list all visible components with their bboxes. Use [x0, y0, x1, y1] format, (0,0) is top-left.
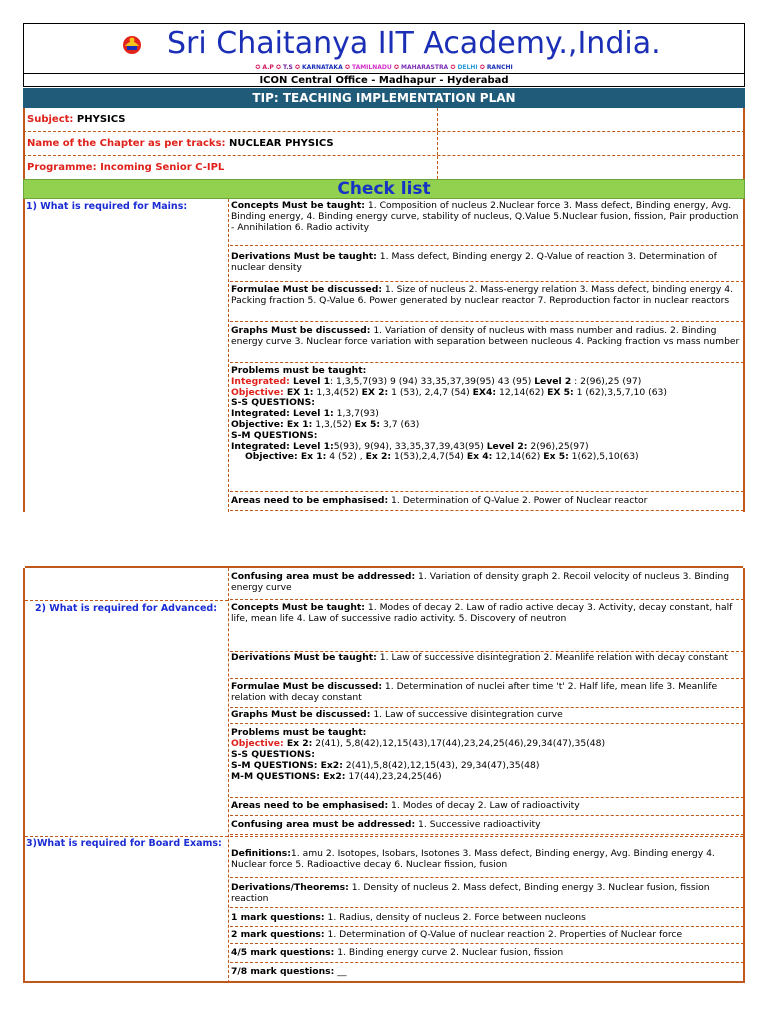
bottom-border [25, 981, 743, 983]
text: 1,3,4(52) [313, 386, 362, 398]
column-divider [437, 108, 438, 131]
text: 4 (52) , [326, 451, 366, 463]
advanced-graphs [230, 709, 744, 724]
bullet-icon: ✪ [479, 64, 485, 71]
mains-section [23, 199, 745, 512]
advanced-title: 2) What is required for Advanced: [35, 603, 218, 614]
text: 1. Law of successive disintegration 2. Meanlife relation with decay constant [376, 652, 728, 663]
text: 1 (53), 2,4,7 (54) [388, 386, 473, 398]
text: 3,7 (63) [380, 418, 420, 430]
text: 1. Size of nucleus 2. Mass-energy relation 3. Mass defect, binding energy 4. Packing fraction 5. Q-Value 6. Power generated by nuclear reactor 7. Reproduction factor in nuclear reactors [231, 284, 734, 306]
office-address: ICON Central Office - Madhapur - Hyderabad [24, 73, 744, 87]
column-divider [437, 156, 438, 179]
academy-logo-icon [121, 33, 143, 55]
states-list [24, 64, 744, 71]
subject-cell [27, 108, 125, 131]
board-1-mark [230, 910, 744, 927]
column-divider [437, 132, 438, 155]
row-divider [25, 836, 743, 837]
ex-label: EX 1: [283, 386, 314, 398]
label: Concepts Must be taught: [231, 602, 365, 613]
bullet-icon: ✪ [393, 64, 399, 71]
text: 1. Mass defect, Binding energy 2. Q-Value of reaction 3. Determination of nuclear density [231, 251, 717, 273]
ex-label: Ex 2: [283, 738, 313, 749]
label: Derivations/Theorems: [231, 882, 349, 893]
row-divider [25, 600, 228, 601]
label: Derivations Must be taught: [231, 251, 377, 262]
continued-section [23, 568, 745, 983]
integrated-label: Integrated: [231, 375, 290, 387]
state-delhi: DELHI [457, 64, 478, 71]
label: 2 mark questions: [231, 929, 325, 940]
board-7-8-mark [230, 964, 744, 981]
text: 1. Density of nucleus 2. Mass defect, Binding energy 3. Nuclear fusion, fission reaction [231, 882, 710, 904]
text: 1. Radius, density of nucleus 2. Force between nucleons [324, 912, 586, 923]
advanced-problems [230, 727, 744, 798]
mains-problems [230, 366, 744, 492]
state-karnataka: KARNATAKA [302, 64, 343, 71]
state-ap: A.P [262, 64, 274, 71]
label: Graphs Must be discussed: [231, 709, 371, 720]
text: 5(93), 9(94), 33,35,37,39,43(95) [333, 440, 487, 452]
label: Ex 5: [354, 418, 381, 430]
advanced-concepts [230, 602, 744, 652]
checklist-title: Check list [23, 179, 745, 199]
board-2-mark [230, 928, 744, 944]
mains-concepts [230, 200, 744, 246]
chapter-cell [27, 132, 334, 155]
sm-label: S-M QUESTIONS: Ex2: [231, 760, 343, 771]
subject-value: PHYSICS [76, 114, 126, 125]
state-tamilnadu: TAMILNADU [351, 64, 392, 71]
text: : 1,3,5,7(93) 9 (94) 33,35,37,39(95) 43 (95) [330, 375, 535, 387]
text: 17(44),23,24,25(46) [345, 771, 442, 782]
bullet-icon: ✪ [275, 64, 281, 71]
advanced-derivations [230, 652, 744, 679]
ss-label: S-S QUESTIONS: [231, 397, 315, 409]
bullet-icon: ✪ [294, 64, 300, 71]
mains-derivations [230, 249, 744, 282]
text: 1. Variation of density graph 2. Recoil velocity of nucleus 3. Binding energy curve [231, 571, 730, 593]
level-label: Level 2 [534, 375, 572, 387]
programme-text: Programme: Incoming Senior C-IPL [27, 162, 225, 173]
tip-title-bar: TIP: TEACHING IMPLEMENTATION PLAN [23, 88, 745, 108]
label: Problems must be taught: [231, 365, 367, 376]
label: 1 mark questions: [231, 912, 325, 923]
academy-title: Sri Chaitanya IIT Academy.,India. [167, 26, 661, 61]
board-definitions [230, 848, 744, 878]
label: Formulae Must be discussed: [231, 681, 382, 692]
chapter-label: Name of the Chapter as per tracks: [27, 138, 226, 149]
label: Areas need to be emphasised: [231, 800, 389, 811]
state-ts: T.S [283, 64, 293, 71]
mm-label: M-M QUESTIONS: Ex2: [231, 771, 346, 782]
board-4-5-mark [230, 945, 744, 963]
text: : 2(96),25 (97) [571, 375, 642, 387]
programme-row [23, 156, 745, 179]
text: __ [334, 966, 347, 977]
label: Ex 2: [365, 451, 392, 463]
column-divider [228, 568, 229, 983]
mains-areas [230, 494, 744, 511]
text: 1. amu 2. Isotopes, Isobars, Isotones 3. Mass defect, Binding energy, Avg. Binding energy 4. Nuclear force 5. Radioactive decay 6. Nuclear fission, fusion [231, 848, 715, 870]
text: 1. Determination of Q-Value 2. Power of Nuclear reactor [388, 495, 648, 506]
state-maharastra: MAHARASTRA [400, 64, 449, 71]
label: Integrated: Level 1: [231, 440, 334, 452]
subject-label: Subject: [27, 114, 74, 125]
page-header [23, 23, 745, 87]
advanced-formulae [230, 681, 744, 708]
label: Confusing area must be addressed: [231, 571, 416, 582]
text: 1(62),5,10(63) [568, 451, 639, 463]
text: 2(96),25(97) [527, 440, 589, 452]
text: 1 (62),3,5,7,10 (63) [573, 386, 667, 398]
state-ranchi: RANCHI [486, 64, 513, 71]
label: Problems must be taught: [231, 727, 367, 738]
text: 1. Composition of nucleus 2.Nuclear force 3. Mass defect, Binding energy, Avg. Binding energy, 4. Binding energy curve, stability of nucleus, Q.Value 5.Nuclear fusion, fission, Pair production - Annihilation 6. Radio activity [231, 200, 739, 233]
subject-row [23, 108, 745, 132]
label: Ex 4: [466, 451, 493, 463]
label: Ex 5: [543, 451, 569, 463]
chapter-row [23, 132, 745, 156]
mains-graphs [230, 325, 744, 363]
label: Graphs Must be discussed: [231, 325, 371, 336]
ss-label: S-S QUESTIONS: [231, 749, 315, 760]
label: Level 2: [486, 440, 528, 452]
brand-bar [24, 24, 744, 71]
ex-label: EX 2: [361, 386, 389, 398]
label: Derivations Must be taught: [231, 652, 377, 663]
label: Areas need to be emphasised: [231, 495, 389, 506]
text: 2(41),5,8(42),12,15(43), 29,34(47),35(48) [342, 760, 540, 771]
sm-label: S-M QUESTIONS: [231, 429, 318, 441]
level-label: Level 1 [289, 375, 331, 387]
label: Formulae Must be discussed: [231, 284, 382, 295]
label: 4/5 mark questions: [231, 947, 335, 958]
text: 1,3,(52) [312, 418, 355, 430]
ex-label: EX4: [472, 386, 497, 398]
text: 1,3,7(93) [333, 408, 379, 420]
text: 1. Law of successive disintegration curve [370, 709, 563, 720]
text: 12,14(62) [496, 386, 548, 398]
label: Concepts Must be taught: [231, 200, 365, 211]
text: 1. Determination of nuclei after time 't' 2. Half life, mean life 3. Meanlife relation with decay constant [231, 681, 718, 703]
programme-cell [27, 156, 224, 179]
column-divider [228, 199, 229, 512]
board-derivations [230, 882, 744, 908]
board-title: 3)What is required for Board Exams: [26, 838, 222, 849]
label: Integrated: Level 1: [231, 408, 334, 420]
bullet-icon: ✪ [450, 64, 456, 71]
label: 7/8 mark questions: [231, 966, 335, 977]
mains-confusing [230, 571, 744, 600]
top-border [25, 566, 743, 568]
ex-label: EX 5: [547, 386, 574, 398]
mains-formulae [230, 284, 744, 322]
label: Objective: Ex 1: [231, 418, 313, 430]
label: Definitions: [231, 848, 291, 859]
label: Objective: Ex 1: [245, 451, 327, 463]
text: 1. Variation of density of nucleus with mass number and radius. 2. Binding energy curve 3. Nuclear force variation with separation between nucleous 4. Packing fraction vs mass number [231, 325, 740, 347]
advanced-confusing [230, 818, 744, 835]
advanced-areas [230, 799, 744, 816]
objective-label: Objective: [231, 386, 284, 398]
objective-label: Objective: [231, 738, 284, 749]
chapter-value: NUCLEAR PHYSICS [229, 138, 334, 149]
text: 2(41), 5,8(42),12,15(43),17(44),23,24,25(46),29,34(47),35(48) [312, 738, 606, 749]
text: 1. Determination of Q-Value of nuclear reaction 2. Properties of Nuclear force [324, 929, 683, 940]
bullet-icon: ✪ [344, 64, 350, 71]
text: 12,14(62) [492, 451, 544, 463]
label: Confusing area must be addressed: [231, 819, 416, 830]
text: 1. Binding energy curve 2. Nuclear fusion, fission [334, 947, 564, 958]
text: 1. Successive radioactivity [415, 819, 541, 830]
text: 1. Modes of decay 2. Law of radioactivity [388, 800, 580, 811]
bullet-icon: ✪ [255, 64, 261, 71]
text: 1. Modes of decay 2. Law of radio active decay 3. Activity, decay constant, half life, mean life 4. Law of successive radio activity. 5. Discovery of neutron [231, 602, 733, 624]
text: 1(53),2,4,7(54) [391, 451, 467, 463]
mains-title: 1) What is required for Mains: [26, 201, 188, 212]
